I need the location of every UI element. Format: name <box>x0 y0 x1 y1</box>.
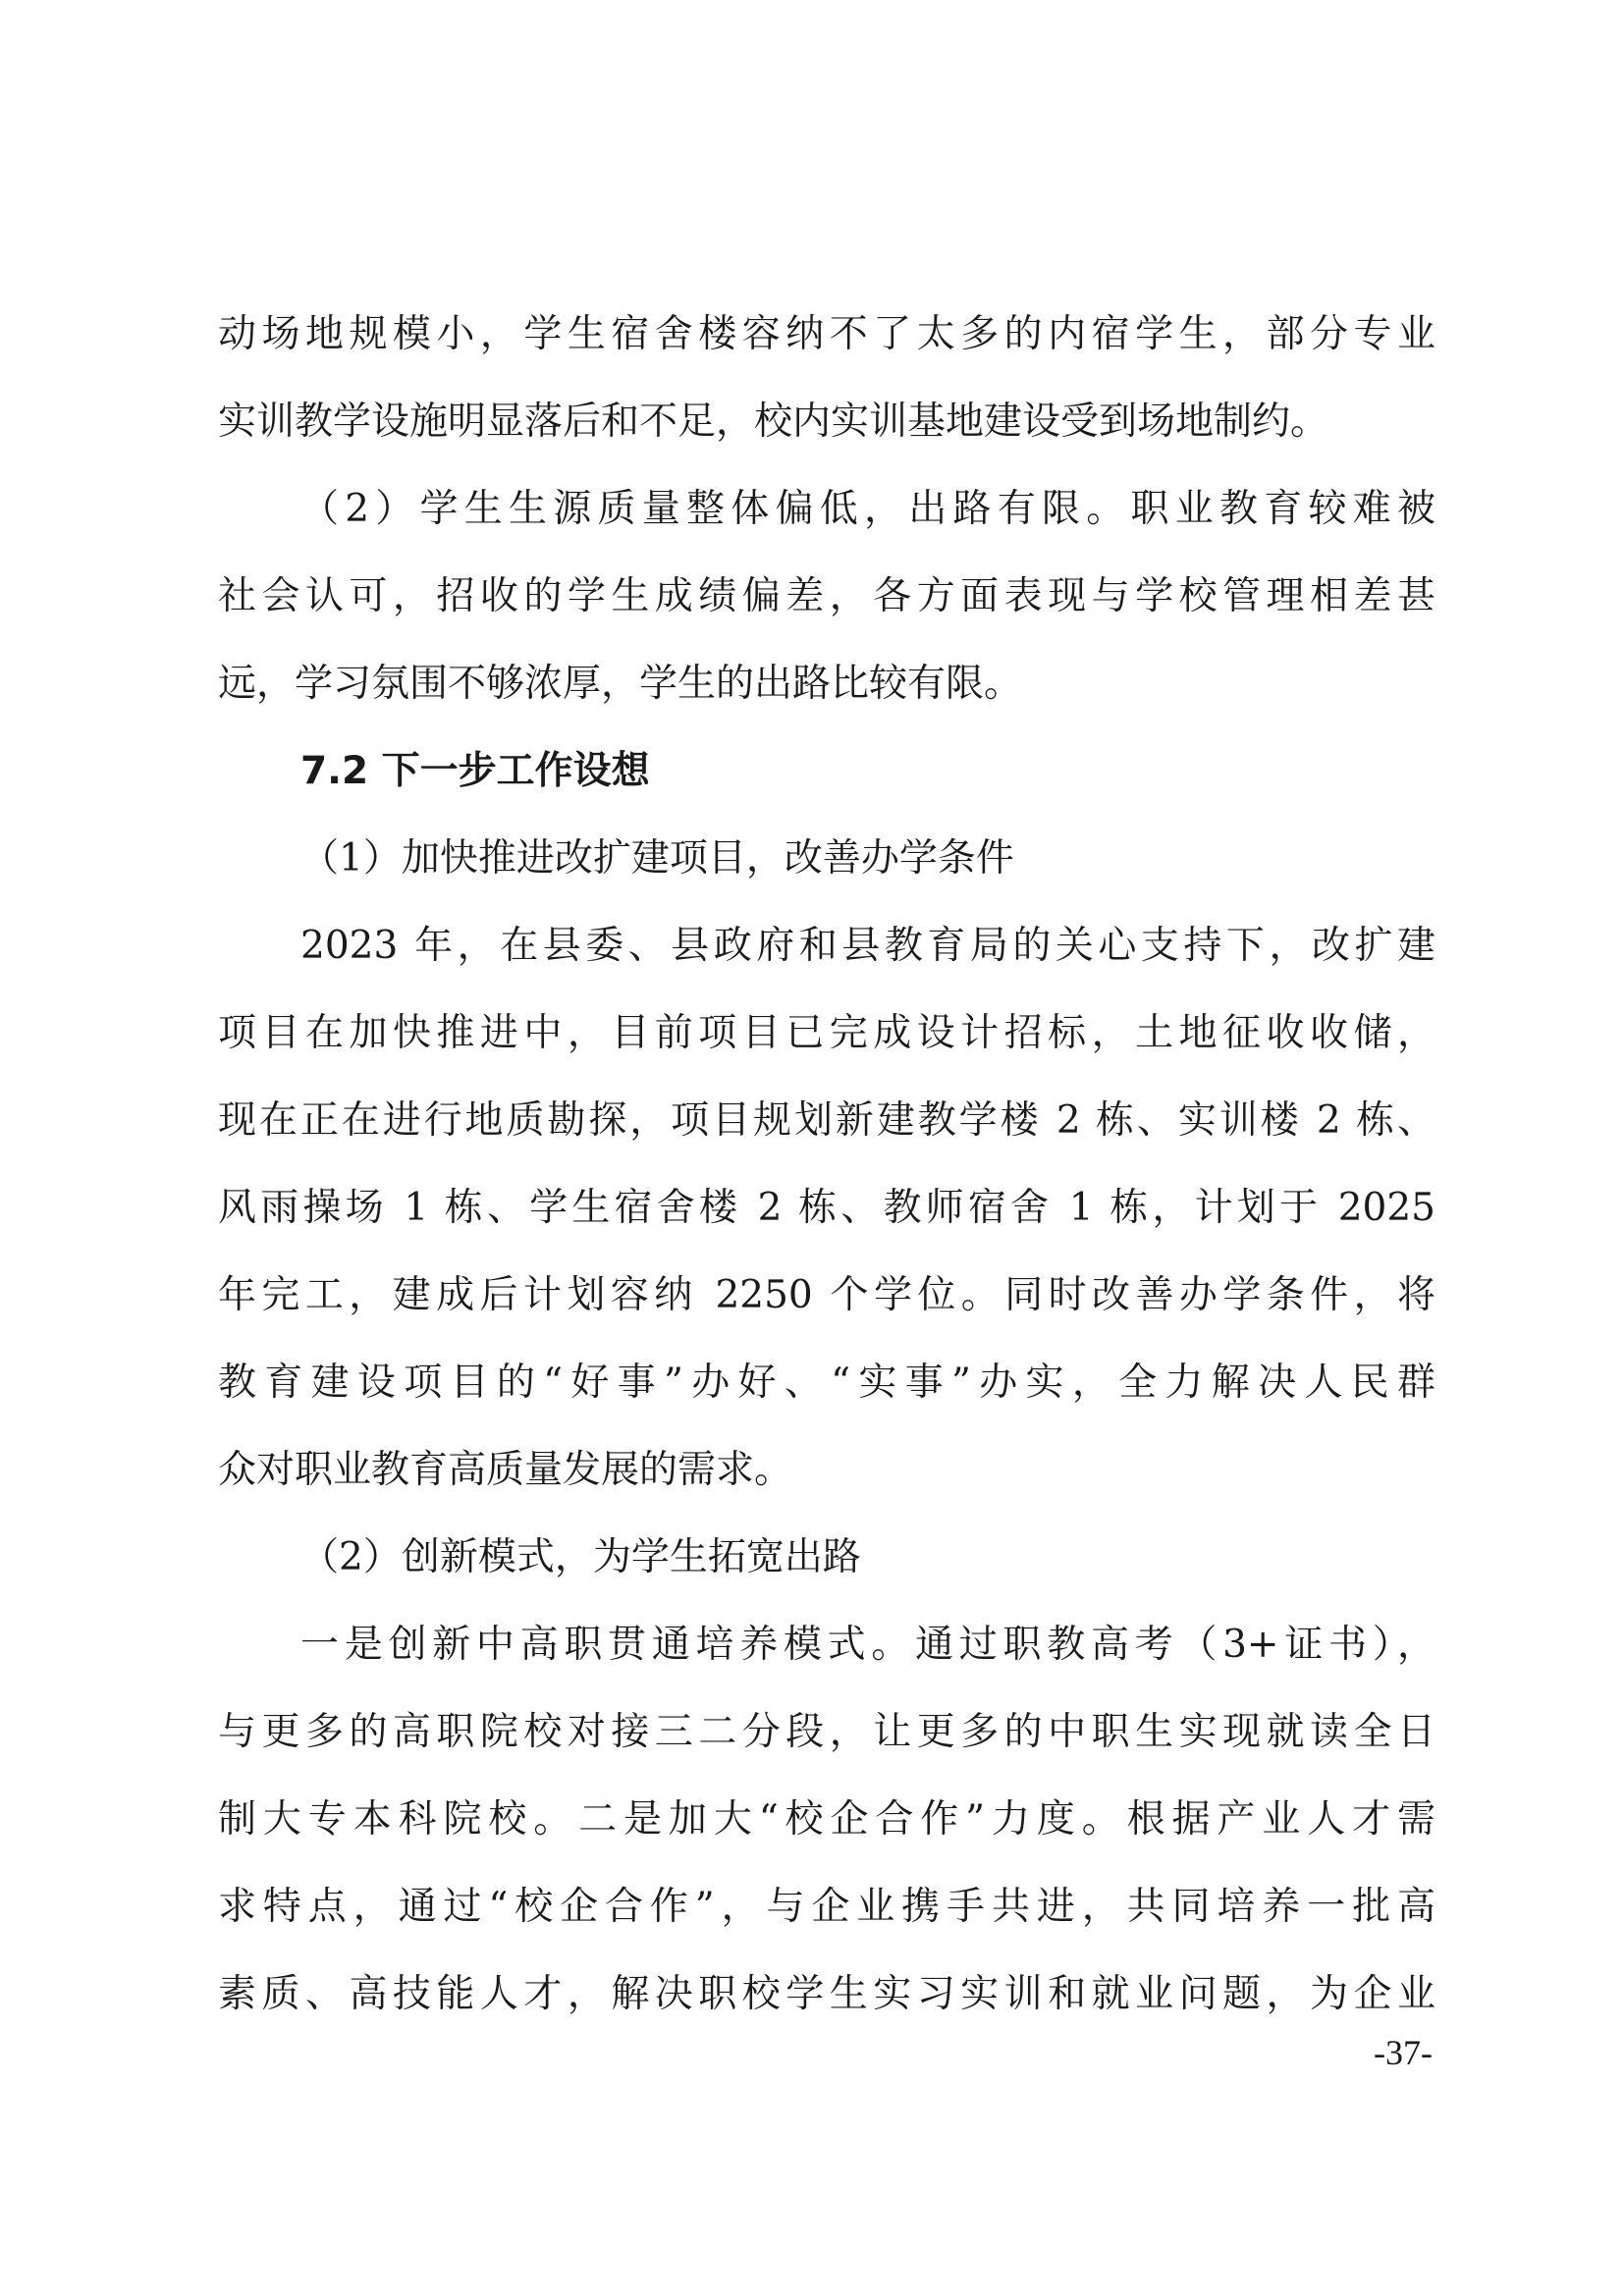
paragraph-line: 一是创新中高职贯通培养模式。通过职教高考（3+证书）， <box>300 1623 1435 1667</box>
paragraph-line: 众对职业教育高质量发展的需求。 <box>218 1448 793 1492</box>
body-text <box>218 291 1435 2038</box>
paragraph-line: 项目在加快推进中，目前项目已完成设计招标，土地征收收储， <box>218 1011 1435 1055</box>
paragraph-line: 制大专本科院校。二是加大“校企合作”力度。根据产业人才需 <box>218 1797 1435 1842</box>
subheading: （2）创新模式，为学生拓宽出路 <box>300 1535 861 1579</box>
paragraph-line: 教育建设项目的“好事”办好、“实事”办实，全力解决人民群 <box>218 1361 1435 1405</box>
paragraph-line: 远，学习氛围不够浓厚，学生的出路比较有限。 <box>218 662 1023 706</box>
paragraph-line: 2023 年，在县委、县政府和县教育局的关心支持下，改扩建 <box>300 924 1435 968</box>
paragraph-line: （2）学生生源质量整体偏低，出路有限。职业教育较难被 <box>300 487 1435 531</box>
paragraph-line: 素质、高技能人才，解决职校学生实习实训和就业问题，为企业 <box>218 1972 1435 2016</box>
paragraph-line: 现在正在进行地质勘探，项目规划新建教学楼 2 栋、实训楼 2 栋、 <box>218 1098 1435 1143</box>
paragraph-line: 与更多的高职院校对接三二分段，让更多的中职生实现就读全日 <box>218 1710 1435 1754</box>
subheading: （1）加快推进改扩建项目，改善办学条件 <box>300 836 1014 881</box>
paragraph-line: 实训教学设施明显落后和不足，校内实训基地建设受到场地制约。 <box>218 400 1329 444</box>
paragraph-line: 求特点，通过“校企合作”，与企业携手共进，共同培养一批高 <box>218 1885 1435 1929</box>
paragraph-line: 社会认可，招收的学生成绩偏差，各方面表现与学校管理相差甚 <box>218 574 1435 618</box>
paragraph-line: 动场地规模小，学生宿舍楼容纳不了太多的内宿学生，部分专业 <box>218 312 1435 356</box>
paragraph-line: 年完工，建成后计划容纳 2250 个学位。同时改善办学条件，将 <box>218 1273 1435 1317</box>
section-heading: 7.2 下一步工作设想 <box>300 749 650 793</box>
paragraph-line: 风雨操场 1 栋、学生宿舍楼 2 栋、教师宿舍 1 栋，计划于 2025 <box>218 1186 1435 1230</box>
page-number: -37- <box>1374 2033 1433 2072</box>
